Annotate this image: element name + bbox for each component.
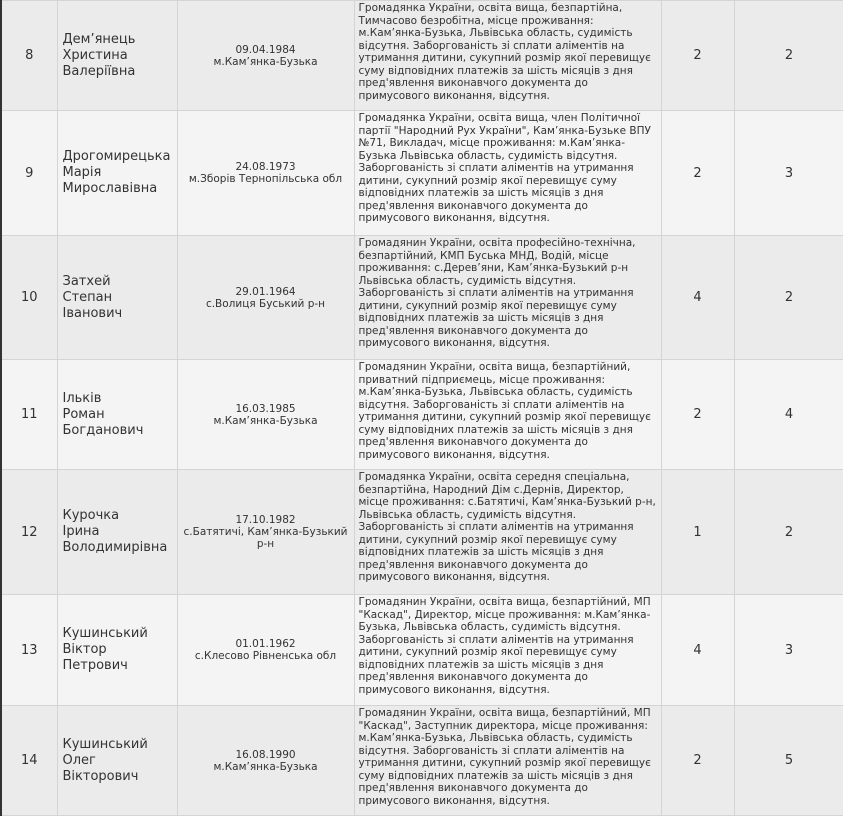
birth-date: 29.01.1964 bbox=[235, 285, 296, 298]
candidate-name bbox=[57, 1, 177, 111]
value-2: 5 bbox=[734, 706, 843, 816]
first-name: Віктор bbox=[62, 642, 107, 657]
candidate-description: Громадянин України, освіта професійно-технічна, безпартійний, КМП Буська МНД, Водій, місце проживання: с.Дерев’яни, Кам’янка-Бузький р-н Львівська область, судимість відсутня. Заборгованість зі сплати аліментів на утримання дитини, сукупний розмір якої перевищує суму відповідних платежів за шість місяців з дня пред'явлення виконавчого документа до примусового виконання, відсутня. bbox=[354, 236, 661, 360]
table-row bbox=[1, 595, 843, 706]
value-2: 4 bbox=[734, 360, 843, 470]
table-row bbox=[1, 470, 843, 595]
patronymic: Мирославівна bbox=[62, 181, 158, 196]
birth-place: с.Волиця Буський р-н bbox=[205, 297, 326, 310]
candidate-description: Громадянка України, освіта вища, безпартійна, Тимчасово безробітна, місце проживання: м.Кам’янка-Бузька, Львівська область, судимість відсутня. Заборгованість зі сплати аліментів на утримання дитини, сукупний розмір якої перевищує суму відповідних платежів за шість місяців з дня пред'явлення виконавчого документа до примусового виконання, відсутня. bbox=[354, 1, 661, 111]
candidate-description: Громадянка України, освіта вища, член Політичної партії "Народний Рух України", Кам’янка-Бузьке ВПУ №71, Викладач, місце проживання: м.Кам’янка-Бузька Львівська область, судимість відсутня. Заборгованість зі сплати аліментів на утримання дитини, сукупний розмір якої перевищує суму відповідних платежів за шість місяців з дня пред'явлення виконавчого документа до примусового виконання, відсутня. bbox=[354, 111, 661, 236]
row-number: 8 bbox=[1, 1, 57, 111]
last-name: Кушинський bbox=[62, 736, 148, 752]
first-name: Роман bbox=[62, 406, 105, 422]
value-2: 3 bbox=[734, 111, 843, 236]
candidate-name bbox=[57, 236, 177, 360]
value-1: 4 bbox=[661, 236, 734, 360]
birth-info bbox=[177, 470, 354, 595]
table-row bbox=[1, 706, 843, 816]
candidate-description: Громадянин України, освіта вища, безпартійний, МП "Каскад", Заступник директора, місце проживання: м.Кам’янка-Бузька, Львівська область, судимість відсутня. Заборгованість зі сплати аліментів на утримання дитини, сукупний розмір якої перевищує суму відповідних платежів за шість місяців з дня пред'явлення виконавчого документа до примусового виконання, відсутня. bbox=[354, 706, 661, 816]
birth-date: 24.08.1973 bbox=[235, 161, 296, 173]
birth-place: м.Кам’янка-Бузька bbox=[213, 414, 318, 427]
birth-info bbox=[177, 595, 354, 706]
first-name: Марія bbox=[62, 165, 102, 180]
row-number: 12 bbox=[1, 470, 57, 595]
value-2: 2 bbox=[734, 470, 843, 595]
row-number: 9 bbox=[1, 111, 57, 236]
value-1: 1 bbox=[661, 470, 734, 595]
last-name: Дем’янець bbox=[62, 31, 136, 47]
value-1: 2 bbox=[661, 360, 734, 470]
value-2: 3 bbox=[734, 595, 843, 706]
patronymic: Валеріївна bbox=[62, 63, 136, 79]
birth-info bbox=[177, 360, 354, 470]
birth-date: 01.01.1962 bbox=[235, 638, 296, 650]
birth-date: 16.08.1990 bbox=[235, 748, 296, 761]
patronymic: Іванович bbox=[62, 305, 123, 321]
candidate-description: Громадянин України, освіта вища, безпартійний, приватний підприємець, місце проживання: м.Кам’янка-Бузька, Львівська область, судимість відсутня. Заборгованість зі сплати аліментів на утримання дитини, сукупний розмір якої перевищує суму відповідних платежів за шість місяців з дня пред'явлення виконавчого документа до примусового виконання, відсутня. bbox=[354, 360, 661, 470]
candidate-name bbox=[57, 470, 177, 595]
birth-place: м.Кам’янка-Бузька bbox=[213, 55, 318, 68]
first-name: Степан bbox=[62, 289, 113, 305]
birth-place: с.Батятичі, Кам’янка-Бузький р-н bbox=[183, 526, 348, 550]
candidate-name bbox=[57, 111, 177, 236]
last-name: Кушинський bbox=[62, 626, 148, 641]
first-name: Христина bbox=[62, 47, 128, 63]
first-name: Ірина bbox=[62, 524, 100, 539]
value-2: 2 bbox=[734, 236, 843, 360]
last-name: Курочка bbox=[62, 508, 120, 523]
birth-place: м.Кам’янка-Бузька bbox=[213, 760, 318, 773]
candidate-description: Громадянин України, освіта вища, безпартійний, МП "Каскад", Директор, місце проживання: м.Кам’янка-Бузька, Львівська область, судимість відсутня. Заборгованість зі сплати аліментів на утримання дитини, сукупний розмір якої перевищує суму відповідних платежів за шість місяців з дня пред'явлення виконавчого документа до примусового виконання, відсутня. bbox=[354, 595, 661, 706]
table-row bbox=[1, 236, 843, 360]
patronymic: Вікторович bbox=[62, 768, 139, 784]
patronymic: Богданович bbox=[62, 422, 144, 438]
last-name: Дрогомирецька bbox=[62, 149, 171, 164]
value-1: 2 bbox=[661, 111, 734, 236]
birth-place: с.Клесово Рівненська обл bbox=[194, 650, 337, 662]
candidate-description: Громадянка України, освіта середня спеціальна, безпартійна, Народний Дім с.Дернів, Директор, місце проживання: с.Батятичі, Кам’янка-Бузький р-н, Львівська область, судимість відсутня. Заборгованість зі сплати аліментів на утримання дитини, сукупний розмір якої перевищує суму відповідних платежів за шість місяців з дня пред'явлення виконавчого документа до примусового виконання, відсутня. bbox=[354, 470, 661, 595]
table-row bbox=[1, 360, 843, 470]
row-number: 13 bbox=[1, 595, 57, 706]
value-1: 2 bbox=[661, 1, 734, 111]
birth-date: 16.03.1985 bbox=[235, 402, 296, 415]
candidate-name bbox=[57, 706, 177, 816]
birth-info bbox=[177, 706, 354, 816]
table-row bbox=[1, 111, 843, 236]
birth-info bbox=[177, 236, 354, 360]
birth-info bbox=[177, 1, 354, 111]
row-number: 14 bbox=[1, 706, 57, 816]
last-name: Затхей bbox=[62, 273, 111, 289]
birth-place: м.Зборів Тернопільська обл bbox=[188, 173, 343, 185]
table-row bbox=[1, 1, 843, 111]
row-number: 10 bbox=[1, 236, 57, 360]
birth-info bbox=[177, 111, 354, 236]
candidate-name bbox=[57, 595, 177, 706]
birth-date: 09.04.1984 bbox=[235, 43, 296, 56]
first-name: Олег bbox=[62, 752, 96, 768]
birth-date: 17.10.1982 bbox=[235, 514, 296, 526]
patronymic: Петрович bbox=[62, 658, 128, 673]
value-1: 2 bbox=[661, 706, 734, 816]
value-1: 4 bbox=[661, 595, 734, 706]
patronymic: Володимирівна bbox=[62, 540, 168, 555]
row-number: 11 bbox=[1, 360, 57, 470]
last-name: Ільків bbox=[62, 390, 102, 406]
value-2: 2 bbox=[734, 1, 843, 111]
candidate-name bbox=[57, 360, 177, 470]
